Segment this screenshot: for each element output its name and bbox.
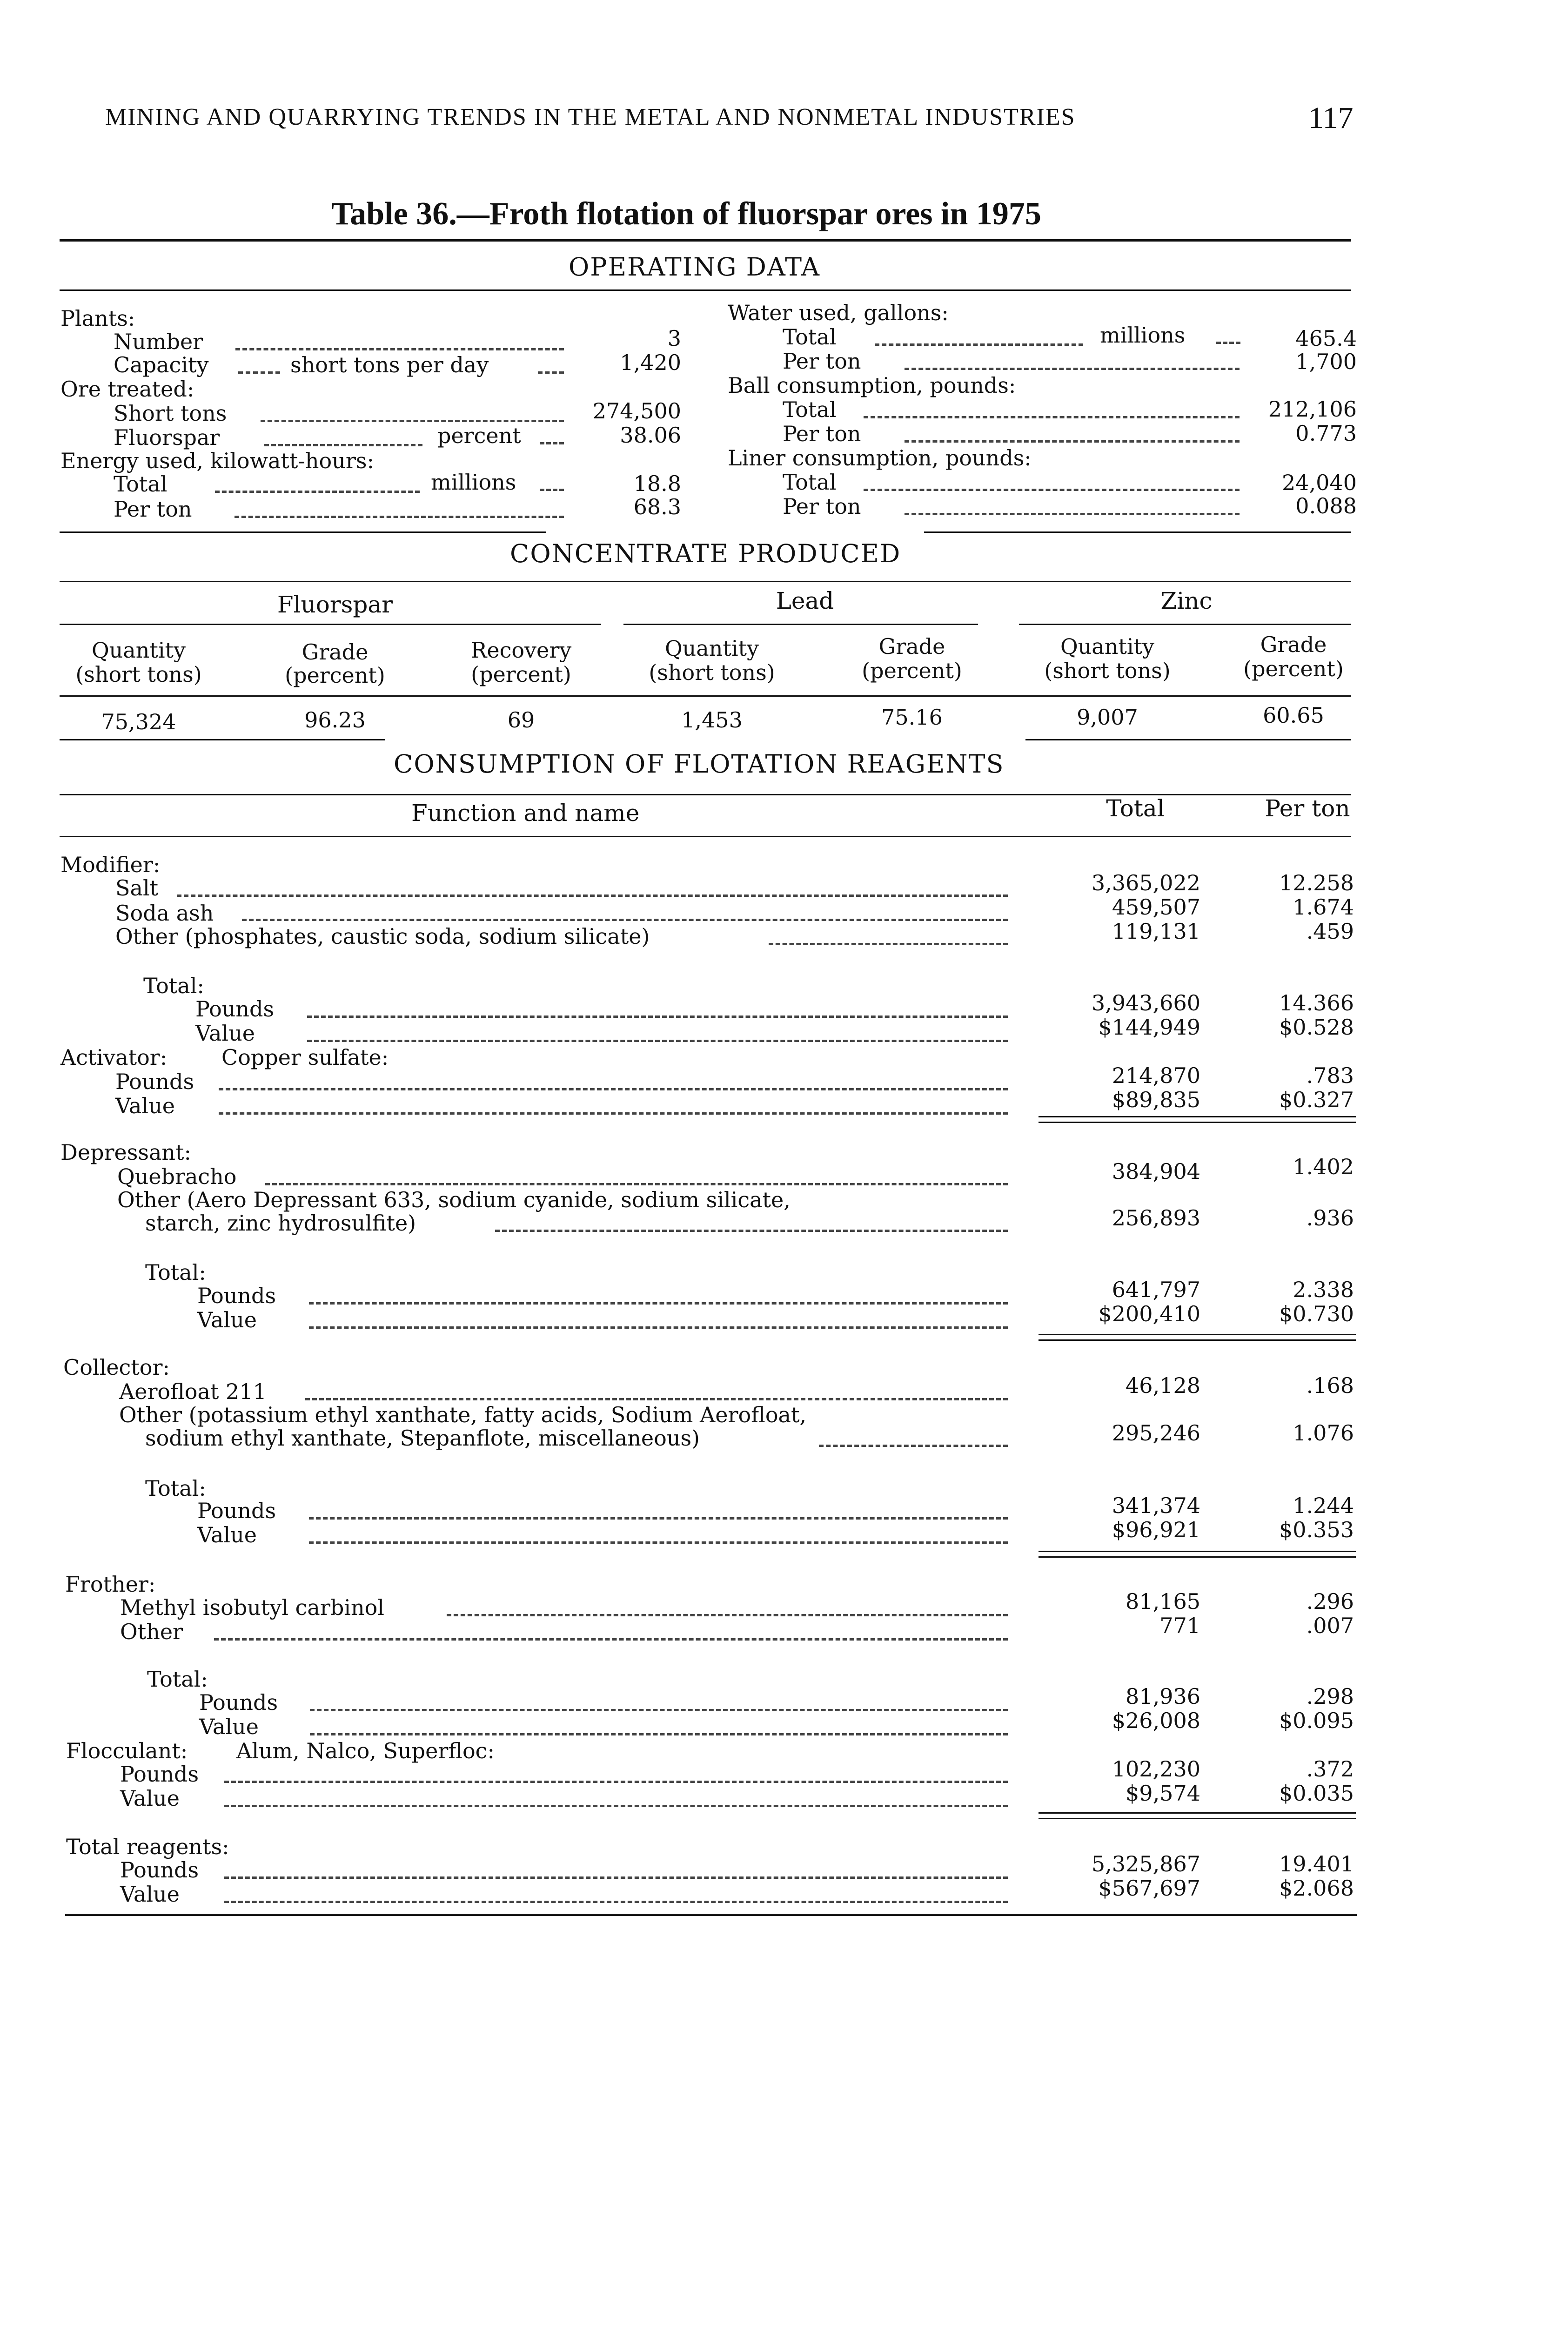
zinc-quantity: 9,007 [1077, 705, 1138, 730]
activator-label: Activator: [60, 1045, 168, 1070]
water-per-ton-label: Per ton [783, 349, 861, 374]
ball-total-label: Total [783, 397, 837, 422]
page-number: 117 [1308, 101, 1354, 135]
leader [875, 343, 1083, 346]
depressant-value-label: Value [197, 1307, 257, 1332]
energy-total-value: 18.8 [633, 471, 681, 496]
leader [309, 1517, 1008, 1520]
col-recovery-unit: (percent) [471, 662, 571, 687]
reagents-rule-right [1025, 739, 1351, 740]
concentrate-heading: CONCENTRATE PRODUCED [510, 539, 901, 568]
collector-other-label-1: Other (potassium ethyl xanthate, fatty acids, Sodium Aerofloat, [119, 1402, 807, 1427]
leader [219, 1112, 1008, 1115]
water-label: Water used, gallons: [728, 300, 949, 325]
flocculant-pounds-per-ton: .372 [1306, 1756, 1354, 1782]
leader [214, 1638, 1008, 1641]
mibc-total: 81,165 [1126, 1589, 1200, 1614]
leader [905, 440, 1240, 443]
leader [215, 491, 420, 493]
col-function-and-name: Function and name [411, 800, 640, 827]
modifier-other-total: 119,131 [1112, 919, 1200, 944]
group-lead: Lead [776, 587, 834, 614]
depressant-pounds-total: 641,797 [1112, 1277, 1200, 1302]
modifier-value-total: $144,949 [1098, 1015, 1200, 1040]
leader [307, 1016, 1008, 1018]
mibc-per-ton: .296 [1306, 1589, 1354, 1614]
leader [447, 1614, 1008, 1616]
depressant-other-per-ton: .936 [1306, 1205, 1354, 1231]
leader [264, 444, 422, 446]
ore-treated-label: Ore treated: [60, 377, 194, 402]
col-per-ton: Per ton [1265, 795, 1350, 822]
activator-double-rule-2 [1039, 1122, 1356, 1123]
collector-other-per-ton: 1.076 [1293, 1420, 1354, 1446]
activator-value-per-ton: $0.327 [1279, 1087, 1354, 1112]
flocculant-name: Alum, Nalco, Superfloc: [236, 1738, 495, 1763]
leader [310, 1733, 1008, 1735]
leader [540, 442, 564, 444]
operating-rule [60, 289, 1351, 291]
modifier-value-per-ton: $0.528 [1279, 1015, 1354, 1040]
group-zinc: Zinc [1160, 587, 1213, 614]
concentrate-rule-right [924, 531, 1351, 533]
energy-per-ton-value: 68.3 [633, 494, 681, 519]
col-grade-unit: (percent) [285, 663, 385, 688]
col-zinc-quantity-unit: (short tons) [1044, 658, 1171, 683]
table-top-rule [60, 239, 1351, 242]
liner-per-ton-label: Per ton [783, 494, 861, 519]
frother-value-per-ton: $0.095 [1279, 1708, 1354, 1733]
aerofloat-total: 46,128 [1126, 1373, 1200, 1398]
activator-pounds-total: 214,870 [1112, 1063, 1200, 1088]
capacity-unit: short tons per day [290, 352, 489, 377]
leader [224, 1876, 1008, 1879]
leader [769, 943, 1008, 945]
ball-per-ton-value: 0.773 [1295, 421, 1357, 446]
fluorspar-value: 38.06 [620, 423, 681, 448]
salt-total: 3,365,022 [1091, 870, 1200, 895]
water-per-ton-value: 1,700 [1295, 349, 1357, 374]
leader [224, 1901, 1008, 1903]
flocculant-value-per-ton: $0.035 [1279, 1781, 1354, 1806]
total-reagents-value-per-ton: $2.068 [1279, 1876, 1354, 1901]
col-recovery: Recovery [470, 638, 572, 663]
col-total: Total [1106, 795, 1165, 822]
table-title: Table 36.—Froth flotation of fluorspar ores in 1975 [331, 196, 1041, 232]
frother-pounds-total: 81,936 [1126, 1684, 1200, 1709]
total-reagents-pounds-label: Pounds [120, 1857, 199, 1883]
leader [224, 1781, 1008, 1783]
water-total-label: Total [783, 324, 837, 350]
water-total-value: 465.4 [1295, 326, 1357, 351]
frother-pounds-label: Pounds [199, 1690, 278, 1715]
modifier-other-label: Other (phosphates, caustic soda, sodium silicate) [115, 924, 650, 949]
collector-other-total: 295,246 [1112, 1420, 1200, 1446]
soda-ash-total: 459,507 [1112, 894, 1200, 920]
flocculant-value-total: $9,574 [1126, 1781, 1200, 1806]
col-grade: Grade [302, 639, 369, 665]
leader [905, 513, 1240, 515]
energy-label: Energy used, kilowatt-hours: [60, 448, 374, 473]
activator-pounds-label: Pounds [115, 1069, 194, 1094]
lead-group-rule [623, 624, 978, 625]
ball-per-ton-label: Per ton [783, 421, 861, 446]
leader [242, 919, 1008, 921]
liner-total-value: 24,040 [1282, 470, 1357, 495]
leader [309, 1541, 1008, 1544]
col-quantity: Quantity [91, 638, 186, 663]
soda-ash-per-ton: 1.674 [1293, 894, 1354, 920]
concentrate-rule-left [60, 531, 546, 533]
concentrate-rule [60, 581, 1351, 582]
total-reagents-label: Total reagents: [66, 1834, 229, 1859]
col-lead-grade: Grade [878, 634, 945, 659]
salt-per-ton: 12.258 [1279, 870, 1354, 895]
activator-value-total: $89,835 [1112, 1087, 1200, 1112]
flocculant-value-label: Value [120, 1786, 180, 1811]
energy-per-ton-label: Per ton [114, 497, 192, 522]
leader [235, 348, 564, 350]
leader [1216, 342, 1240, 344]
leader [905, 368, 1240, 370]
depressant-value-total: $200,410 [1098, 1301, 1200, 1326]
modifier-pounds-label: Pounds [195, 996, 275, 1022]
frother-total-label: Total: [147, 1667, 208, 1692]
zinc-group-rule [1019, 624, 1351, 625]
collector-double-rule-1 [1039, 1551, 1356, 1552]
water-total-unit: millions [1100, 323, 1186, 348]
plants-label: Plants: [60, 306, 135, 331]
flocculant-pounds-total: 102,230 [1112, 1756, 1200, 1782]
fluorspar-recovery: 69 [507, 707, 535, 733]
table-bottom-rule [65, 1914, 1357, 1916]
quebracho-label: Quebracho [117, 1164, 237, 1189]
leader [307, 1040, 1008, 1042]
total-reagents-pounds-total: 5,325,867 [1091, 1851, 1200, 1876]
depressant-label: Depressant: [60, 1140, 192, 1165]
fluorspar-grade: 96.23 [304, 707, 366, 733]
leader [238, 371, 280, 374]
col-lead-quantity-unit: (short tons) [649, 660, 775, 685]
total-reagents-pounds-per-ton: 19.401 [1279, 1851, 1354, 1876]
leader [219, 1088, 1008, 1090]
leader [864, 416, 1240, 418]
leader [819, 1445, 1008, 1447]
collector-value-per-ton: $0.353 [1279, 1517, 1354, 1542]
col-zinc-quantity: Quantity [1060, 634, 1155, 659]
activator-double-rule-1 [1039, 1116, 1356, 1117]
salt-label: Salt [115, 875, 159, 901]
collector-value-total: $96,921 [1112, 1517, 1200, 1542]
leader [540, 489, 564, 491]
depressant-pounds-label: Pounds [197, 1283, 276, 1308]
leader [309, 1326, 1008, 1329]
depressant-value-per-ton: $0.730 [1279, 1301, 1354, 1326]
flocculant-double-rule-2 [1039, 1818, 1356, 1819]
col-zinc-grade: Grade [1260, 632, 1327, 657]
frother-pounds-per-ton: .298 [1306, 1684, 1354, 1709]
leader [265, 1183, 1008, 1185]
fluorspar-unit: percent [437, 423, 521, 448]
frother-other-label: Other [120, 1619, 183, 1644]
depressant-double-rule-2 [1039, 1339, 1356, 1341]
concentrate-header-rule [60, 695, 1351, 697]
collector-double-rule-2 [1039, 1556, 1356, 1558]
activator-value-label: Value [115, 1093, 175, 1118]
flocculant-double-rule-1 [1039, 1812, 1356, 1814]
modifier-value-label: Value [195, 1021, 255, 1046]
reagents-rule-left [60, 739, 385, 740]
leader [305, 1398, 1008, 1400]
depressant-other-label-2: starch, zinc hydrosulfite) [145, 1211, 416, 1236]
collector-value-label: Value [197, 1522, 257, 1547]
frother-other-total: 771 [1159, 1613, 1200, 1638]
depressant-total-label: Total: [145, 1260, 206, 1285]
mibc-label: Methyl isobutyl carbinol [120, 1595, 385, 1620]
leader [224, 1805, 1008, 1807]
aerofloat-per-ton: .168 [1306, 1373, 1354, 1398]
leader [235, 516, 564, 518]
leader [261, 420, 564, 422]
collector-pounds-per-ton: 1.244 [1293, 1493, 1354, 1518]
frother-value-total: $26,008 [1112, 1708, 1200, 1733]
short-tons-value: 274,500 [592, 398, 681, 424]
frother-value-label: Value [199, 1714, 259, 1739]
fluorspar-quantity: 75,324 [101, 709, 176, 734]
leader [495, 1230, 1008, 1232]
capacity-label: Capacity [114, 352, 209, 377]
depressant-pounds-per-ton: 2.338 [1293, 1277, 1354, 1302]
modifier-pounds-per-ton: 14.366 [1279, 990, 1354, 1016]
number-label: Number [114, 329, 203, 354]
modifier-label: Modifier: [60, 852, 161, 877]
leader [309, 1302, 1008, 1305]
modifier-other-per-ton: .459 [1306, 919, 1354, 944]
depressant-other-label-1: Other (Aero Depressant 633, sodium cyanide, sodium silicate, [117, 1187, 791, 1212]
fluorspar-label: Fluorspar [114, 425, 220, 450]
number-value: 3 [667, 326, 681, 351]
depressant-double-rule-1 [1039, 1334, 1356, 1335]
operating-data-heading: OPERATING DATA [569, 252, 821, 282]
running-head: MINING AND QUARRYING TRENDS IN THE METAL AND NONMETAL INDUSTRIES [105, 104, 1076, 130]
reagents-header-rule [60, 836, 1351, 837]
leader [177, 894, 1008, 897]
modifier-total-label: Total: [143, 973, 204, 998]
lead-quantity: 1,453 [681, 707, 743, 733]
collector-pounds-total: 341,374 [1112, 1493, 1200, 1518]
col-quantity-unit: (short tons) [75, 662, 202, 687]
liner-per-ton-value: 0.088 [1295, 493, 1357, 518]
liner-total-label: Total [783, 470, 837, 495]
collector-total-label: Total: [145, 1476, 206, 1501]
capacity-value: 1,420 [620, 350, 681, 375]
col-zinc-grade-unit: (percent) [1243, 656, 1344, 681]
aerofloat-label: Aerofloat 211 [119, 1379, 267, 1404]
col-lead-grade-unit: (percent) [862, 658, 962, 683]
total-reagents-value-label: Value [120, 1882, 180, 1907]
activator-name: Copper sulfate: [221, 1045, 389, 1070]
col-lead-quantity: Quantity [664, 636, 759, 661]
short-tons-label: Short tons [114, 401, 227, 426]
energy-total-label: Total [114, 471, 168, 497]
quebracho-per-ton: 1.402 [1293, 1154, 1354, 1179]
leader [538, 371, 564, 374]
energy-total-unit: millions [431, 470, 516, 495]
soda-ash-label: Soda ash [115, 901, 214, 926]
quebracho-total: 384,904 [1112, 1159, 1200, 1184]
leader [310, 1709, 1008, 1711]
collector-label: Collector: [63, 1355, 170, 1380]
fluorspar-group-rule [60, 624, 601, 625]
collector-pounds-label: Pounds [197, 1498, 276, 1523]
modifier-pounds-total: 3,943,660 [1091, 990, 1200, 1016]
group-fluorspar: Fluorspar [277, 591, 393, 618]
lead-grade: 75.16 [881, 705, 943, 730]
flocculant-label: Flocculant: [66, 1738, 188, 1763]
frother-label: Frother: [65, 1572, 156, 1597]
ball-total-value: 212,106 [1268, 397, 1357, 422]
ball-label: Ball consumption, pounds: [728, 373, 1016, 398]
leader [864, 489, 1240, 491]
collector-other-label-2: sodium ethyl xanthate, Stepanflote, miscellaneous) [145, 1426, 700, 1451]
reagents-heading: CONSUMPTION OF FLOTATION REAGENTS [394, 749, 1005, 779]
activator-pounds-per-ton: .783 [1306, 1063, 1354, 1088]
frother-other-per-ton: .007 [1306, 1613, 1354, 1638]
flocculant-pounds-label: Pounds [120, 1762, 199, 1787]
zinc-grade: 60.65 [1263, 703, 1324, 728]
liner-label: Liner consumption, pounds: [728, 445, 1032, 471]
total-reagents-value-total: $567,697 [1098, 1876, 1200, 1901]
depressant-other-total: 256,893 [1112, 1205, 1200, 1231]
